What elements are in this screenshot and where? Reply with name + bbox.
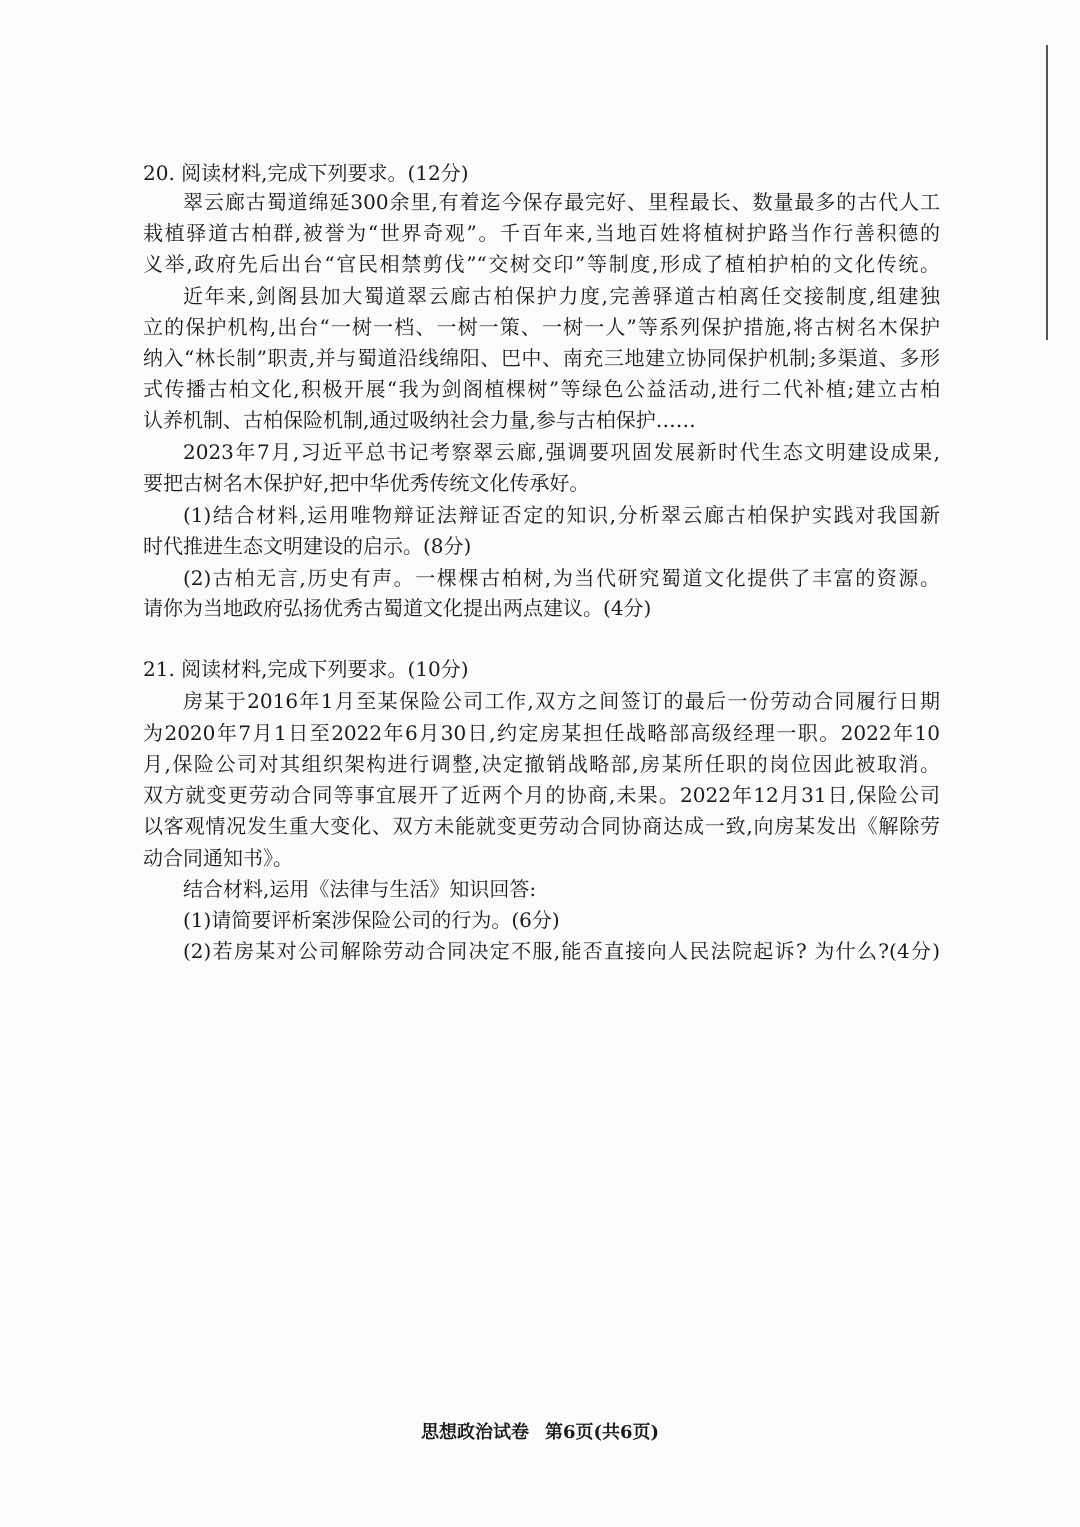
- q20-line: 2023年7月,习近平总书记考察翠云廊,强调要巩固发展新时代生态文明建设成果,: [183, 440, 940, 464]
- scan-edge-line: [1046, 45, 1048, 340]
- question-20-title: 20. 阅读材料,完成下列要求。(12分): [143, 161, 469, 185]
- q21-line: 双方就变更劳动合同等事宜展开了近两个月的协商,未果。2022年12月31日,保险公司: [143, 783, 940, 807]
- q20-line: 近年来,剑阁县加大蜀道翠云廊古柏保护力度,完善驿道古柏离任交接制度,组建独: [183, 284, 940, 308]
- q21-line: 房某于2016年1月至某保险公司工作,双方之间签订的最后一份劳动合同履行日期: [183, 689, 940, 713]
- q20-line: 栽植驿道古柏群,被誉为“世界奇观”。千百年来,当地百姓将植树护路当作行善积德的: [143, 221, 940, 245]
- q20-subquestion-1: (1)结合材料,运用唯物辩证法辩证否定的知识,分析翠云廊古柏保护实践对我国新: [183, 503, 940, 527]
- footer-subject: 思想政治试卷: [420, 1422, 529, 1443]
- q21-subquestion-1: (1)请简要评析案涉保险公司的行为。(6分): [183, 908, 560, 932]
- footer-page-number: 第6页(共6页): [544, 1422, 660, 1443]
- q20-line: 要把古树名木保护好,把中华优秀传统文化传承好。: [143, 471, 590, 495]
- page-footer: [0, 1418, 1080, 1444]
- q21-subquestion-2: (2)若房某对公司解除劳动合同决定不服,能否直接向人民法院起诉? 为什么?(4分): [183, 939, 940, 963]
- q21-line: 为2020年7月1日至2022年6月30日,约定房某担任战略部高级经理一职。2022年10: [143, 721, 940, 745]
- q20-line: 纳入“林长制”职责,并与蜀道沿线绵阳、巴中、南充三地建立协同保护机制;多渠道、多形: [143, 346, 940, 370]
- q20-subquestion-2: (2)古柏无言,历史有声。一棵棵古柏树,为当代研究蜀道文化提供了丰富的资源。: [183, 566, 940, 590]
- q21-instruction: 结合材料,运用《法律与生活》知识回答:: [183, 877, 537, 901]
- q21-line: 以客观情况发生重大变化、双方未能就变更劳动合同协商达成一致,向房某发出《解除劳: [143, 814, 940, 838]
- q21-line: 动合同通知书》。: [143, 846, 293, 870]
- q21-line: 月,保险公司对其组织架构进行调整,决定撤销战略部,房某所任职的岗位因此被取消。: [143, 752, 940, 776]
- q20-line: 时代推进生态文明建设的启示。(8分): [143, 534, 472, 558]
- q20-line: 义举,政府先后出台“官民相禁剪伐”“交树交印”等制度,形成了植柏护柏的文化传统。: [143, 252, 940, 276]
- q20-line: 立的保护机构,出台“一树一档、一树一策、一树一人”等系列保护措施,将古树名木保护: [143, 315, 940, 339]
- q20-line: 翠云廊古蜀道绵延300余里,有着迄今保存最完好、里程最长、数量最多的古代人工: [183, 190, 940, 214]
- q20-line: 请你为当地政府弘扬优秀古蜀道文化提出两点建议。(4分): [143, 596, 652, 620]
- q20-line: 式传播古柏文化,积极开展“我为剑阁植棵树”等绿色公益活动,进行二代补植;建立古柏: [143, 377, 940, 401]
- q20-line: 认养机制、古柏保险机制,通过吸纳社会力量,参与古柏保护……: [143, 408, 696, 432]
- question-21-title: 21. 阅读材料,完成下列要求。(10分): [143, 657, 469, 681]
